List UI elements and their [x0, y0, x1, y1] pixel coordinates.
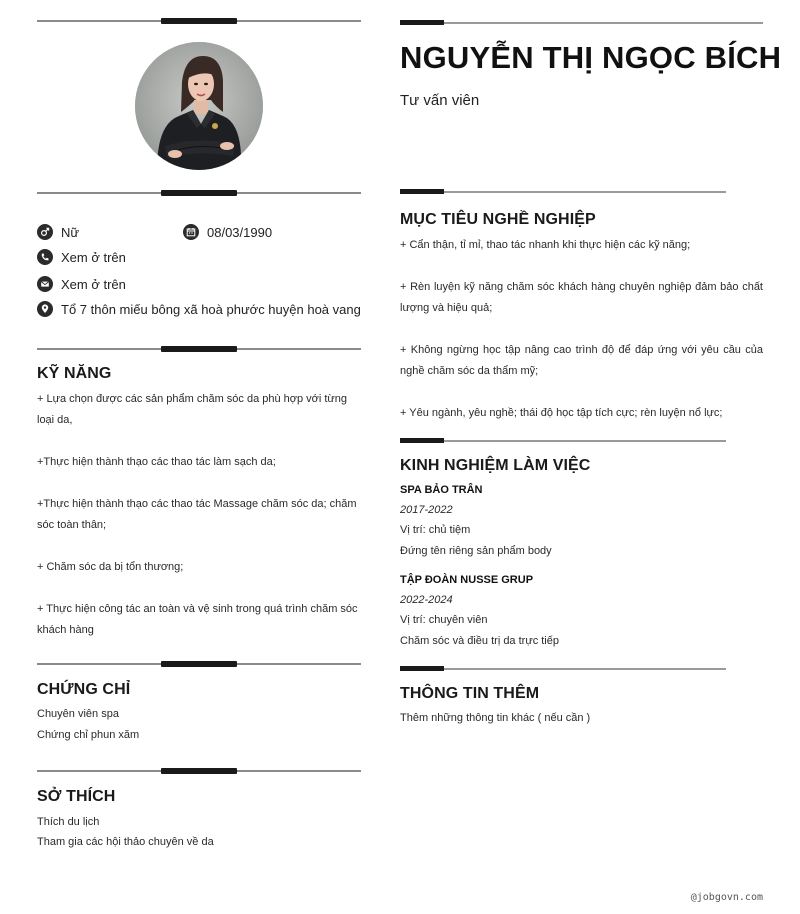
- job-period: 2017-2022: [400, 504, 453, 516]
- list-item: +Thực hiện thành thạo các thao tác Massage chăm sóc da; chăm sóc toàn thân;: [37, 498, 357, 531]
- section-divider: [400, 666, 726, 672]
- section-divider: [400, 438, 726, 444]
- job-entry: [400, 480, 763, 562]
- job-entry: [400, 570, 763, 652]
- section-divider: [400, 189, 726, 195]
- email-icon: [37, 276, 53, 292]
- job-position: Vị trí: chuyên viên: [400, 614, 488, 626]
- section-divider: [37, 16, 361, 26]
- job-position: Vị trí: chủ tiệm: [400, 524, 471, 536]
- objective-title: MỤC TIÊU NGHỀ NGHIỆP: [400, 211, 596, 228]
- contact-phone: [37, 247, 126, 267]
- contact-address: [37, 299, 361, 319]
- birthdate-value: 08/03/1990: [207, 224, 273, 240]
- list-item: Chứng chỉ phun xăm: [37, 729, 140, 741]
- list-item: + Lựa chọn được các sản phẩm chăm sóc da phù hợp với từng loại da,: [37, 393, 348, 426]
- phone-value: Xem ở trên: [61, 249, 126, 265]
- location-pin-icon: [37, 301, 53, 317]
- section-divider: [37, 188, 361, 198]
- email-value: Xem ở trên: [61, 276, 126, 292]
- skills-list: [37, 389, 363, 662]
- section-divider: [400, 20, 763, 26]
- list-item: + Rèn luyện kỹ năng chăm sóc khách hàng chuyên nghiệp đảm bảo chất lượng và hiệu quả;: [400, 281, 763, 314]
- full-name: NGUYỄN THỊ NGỌC BÍCH: [400, 40, 782, 75]
- gender-value: Nữ: [61, 224, 80, 240]
- avatar: [135, 42, 263, 170]
- section-divider: [37, 659, 361, 669]
- list-item: + Chăm sóc da bị tổn thương;: [37, 561, 184, 573]
- list-item: Tham gia các hội thảo chuyên về da: [37, 836, 214, 848]
- experience-title: KINH NGHIỆM LÀM VIỆC: [400, 457, 591, 474]
- job-description: Chăm sóc và điều trị da trực tiếp: [400, 635, 559, 647]
- contact-birthdate: [183, 222, 272, 242]
- section-divider: [37, 344, 361, 354]
- list-item: + Không ngừng học tập nâng cao trình độ để đáp ứng với yêu cầu của nghề chăm sóc da thẩm mỹ;: [400, 344, 763, 377]
- job-company: TẬP ĐOÀN NUSSE GRUP: [400, 574, 534, 586]
- section-divider: [37, 766, 361, 776]
- calendar-icon: [183, 224, 199, 240]
- phone-icon: [37, 249, 53, 265]
- list-item: Chuyên viên spa: [37, 708, 119, 720]
- hobbies-title: SỞ THÍCH: [37, 788, 116, 805]
- list-item: + Cẩn thận, tỉ mỉ, thao tác nhanh khi thực hiện các kỹ năng;: [400, 239, 691, 251]
- additional-title: THÔNG TIN THÊM: [400, 685, 540, 702]
- skills-title: KỸ NĂNG: [37, 365, 112, 382]
- gender-icon: [37, 224, 53, 240]
- list-item: + Yêu ngành, yêu nghề; thái độ học tập tích cực; rèn luyện nổ lực;: [400, 407, 723, 419]
- contact-gender: [37, 222, 79, 242]
- address-value: Tổ 7 thôn miếu bông xã hoà phước huyện hoà vang: [61, 301, 361, 317]
- additional-text: Thêm những thông tin khác ( nếu cần ): [400, 712, 591, 724]
- job-company: SPA BẢO TRÂN: [400, 484, 483, 496]
- job-role: Tư vấn viên: [400, 92, 480, 109]
- list-item: +Thực hiện thành thạo các thao tác làm sạch da;: [37, 456, 276, 468]
- avatar-photo: [135, 42, 263, 170]
- job-period: 2022-2024: [400, 594, 453, 606]
- job-description: Đứng tên riêng sản phẩm body: [400, 545, 552, 557]
- objective-list: [400, 235, 763, 445]
- list-item: Thích du lịch: [37, 816, 100, 828]
- watermark: @jobgovn.com: [690, 892, 763, 903]
- certificates-title: CHỨNG CHỈ: [37, 681, 131, 698]
- contact-email: [37, 274, 126, 294]
- list-item: + Thực hiện công tác an toàn và vệ sinh trong quá trình chăm sóc khách hàng: [37, 603, 358, 636]
